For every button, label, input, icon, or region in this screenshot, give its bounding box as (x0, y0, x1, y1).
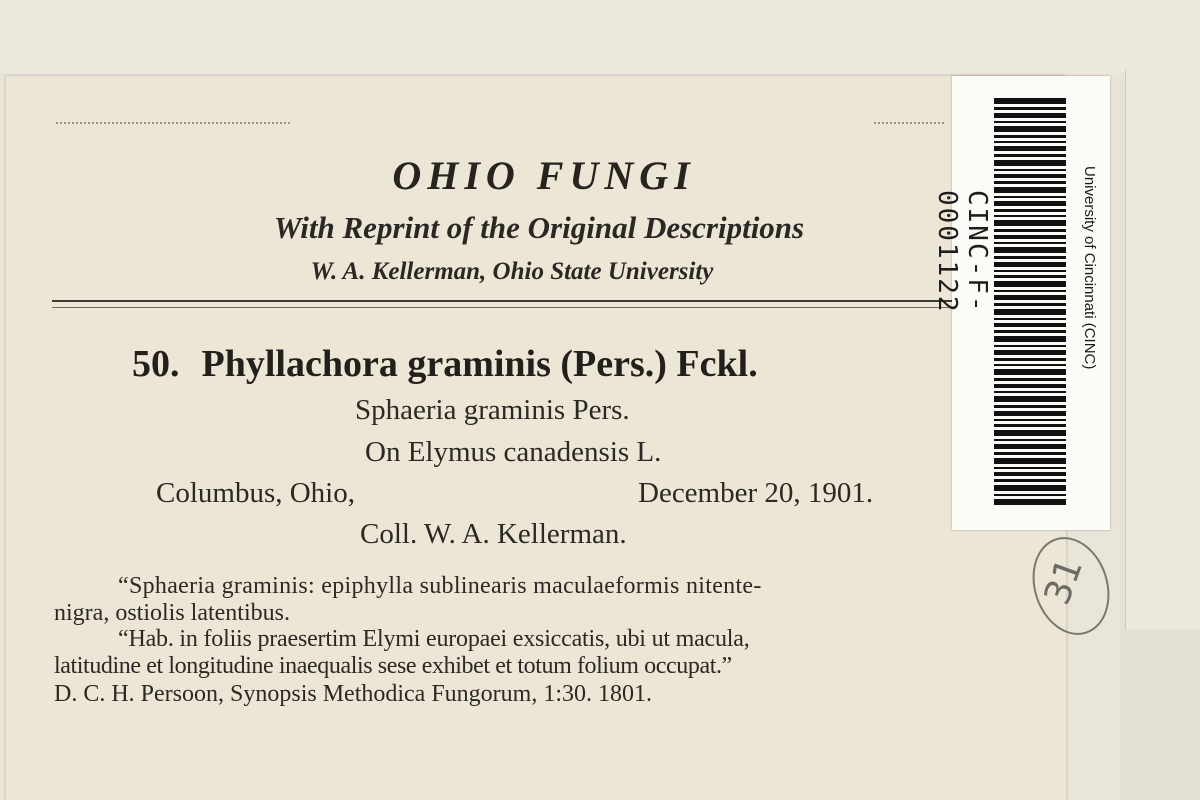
specimen-heading (132, 342, 758, 386)
label-title: OHIO FUNGI (392, 153, 696, 198)
handwritten-number: 31 (1036, 552, 1092, 611)
header-rule (52, 300, 952, 302)
specimen-number: 50. (132, 343, 180, 385)
citation-line: D. C. H. Persoon, Synopsis Methodica Fungorum, 1:30. 1801. (54, 681, 653, 707)
locality-line: Columbus, Ohio, (156, 477, 355, 509)
top-dotted-rule-left (56, 122, 290, 124)
description-line-1: “Sphaeria graminis: epiphylla sublinearis maculaeformis nitente- (118, 573, 762, 599)
label-subtitle: With Reprint of the Original Descriptions (273, 210, 805, 245)
top-band (0, 0, 1200, 74)
top-dotted-rule-right (874, 122, 944, 124)
description-line-4: latitudine et longitudine inaequalis sese exhibet et totum folium occupat.” (54, 653, 732, 679)
label-author: W. A. Kellerman, Ohio State University (310, 258, 714, 285)
synonym-line: Sphaeria graminis Pers. (355, 394, 630, 426)
date-line: December 20, 1901. (638, 477, 874, 509)
catalog-number: CINC-F-0001122 (932, 190, 992, 314)
barcode (994, 98, 1066, 508)
envelope-edge (1125, 70, 1200, 630)
description-line-2: nigra, ostiolis latentibus. (54, 600, 290, 626)
description-line-3: “Hab. in foliis praesertim Elymi europaei exsiccatis, ubi ut macula, (118, 626, 750, 652)
host-line: On Elymus canadensis L. (365, 436, 662, 468)
specimen-name: Phyllachora graminis (Pers.) Fckl. (201, 343, 758, 385)
institution-name: University of Cincinnati (CINC) (1081, 166, 1098, 370)
collector-line: Coll. W. A. Kellerman. (360, 518, 627, 550)
header-rule-thin (52, 307, 952, 308)
